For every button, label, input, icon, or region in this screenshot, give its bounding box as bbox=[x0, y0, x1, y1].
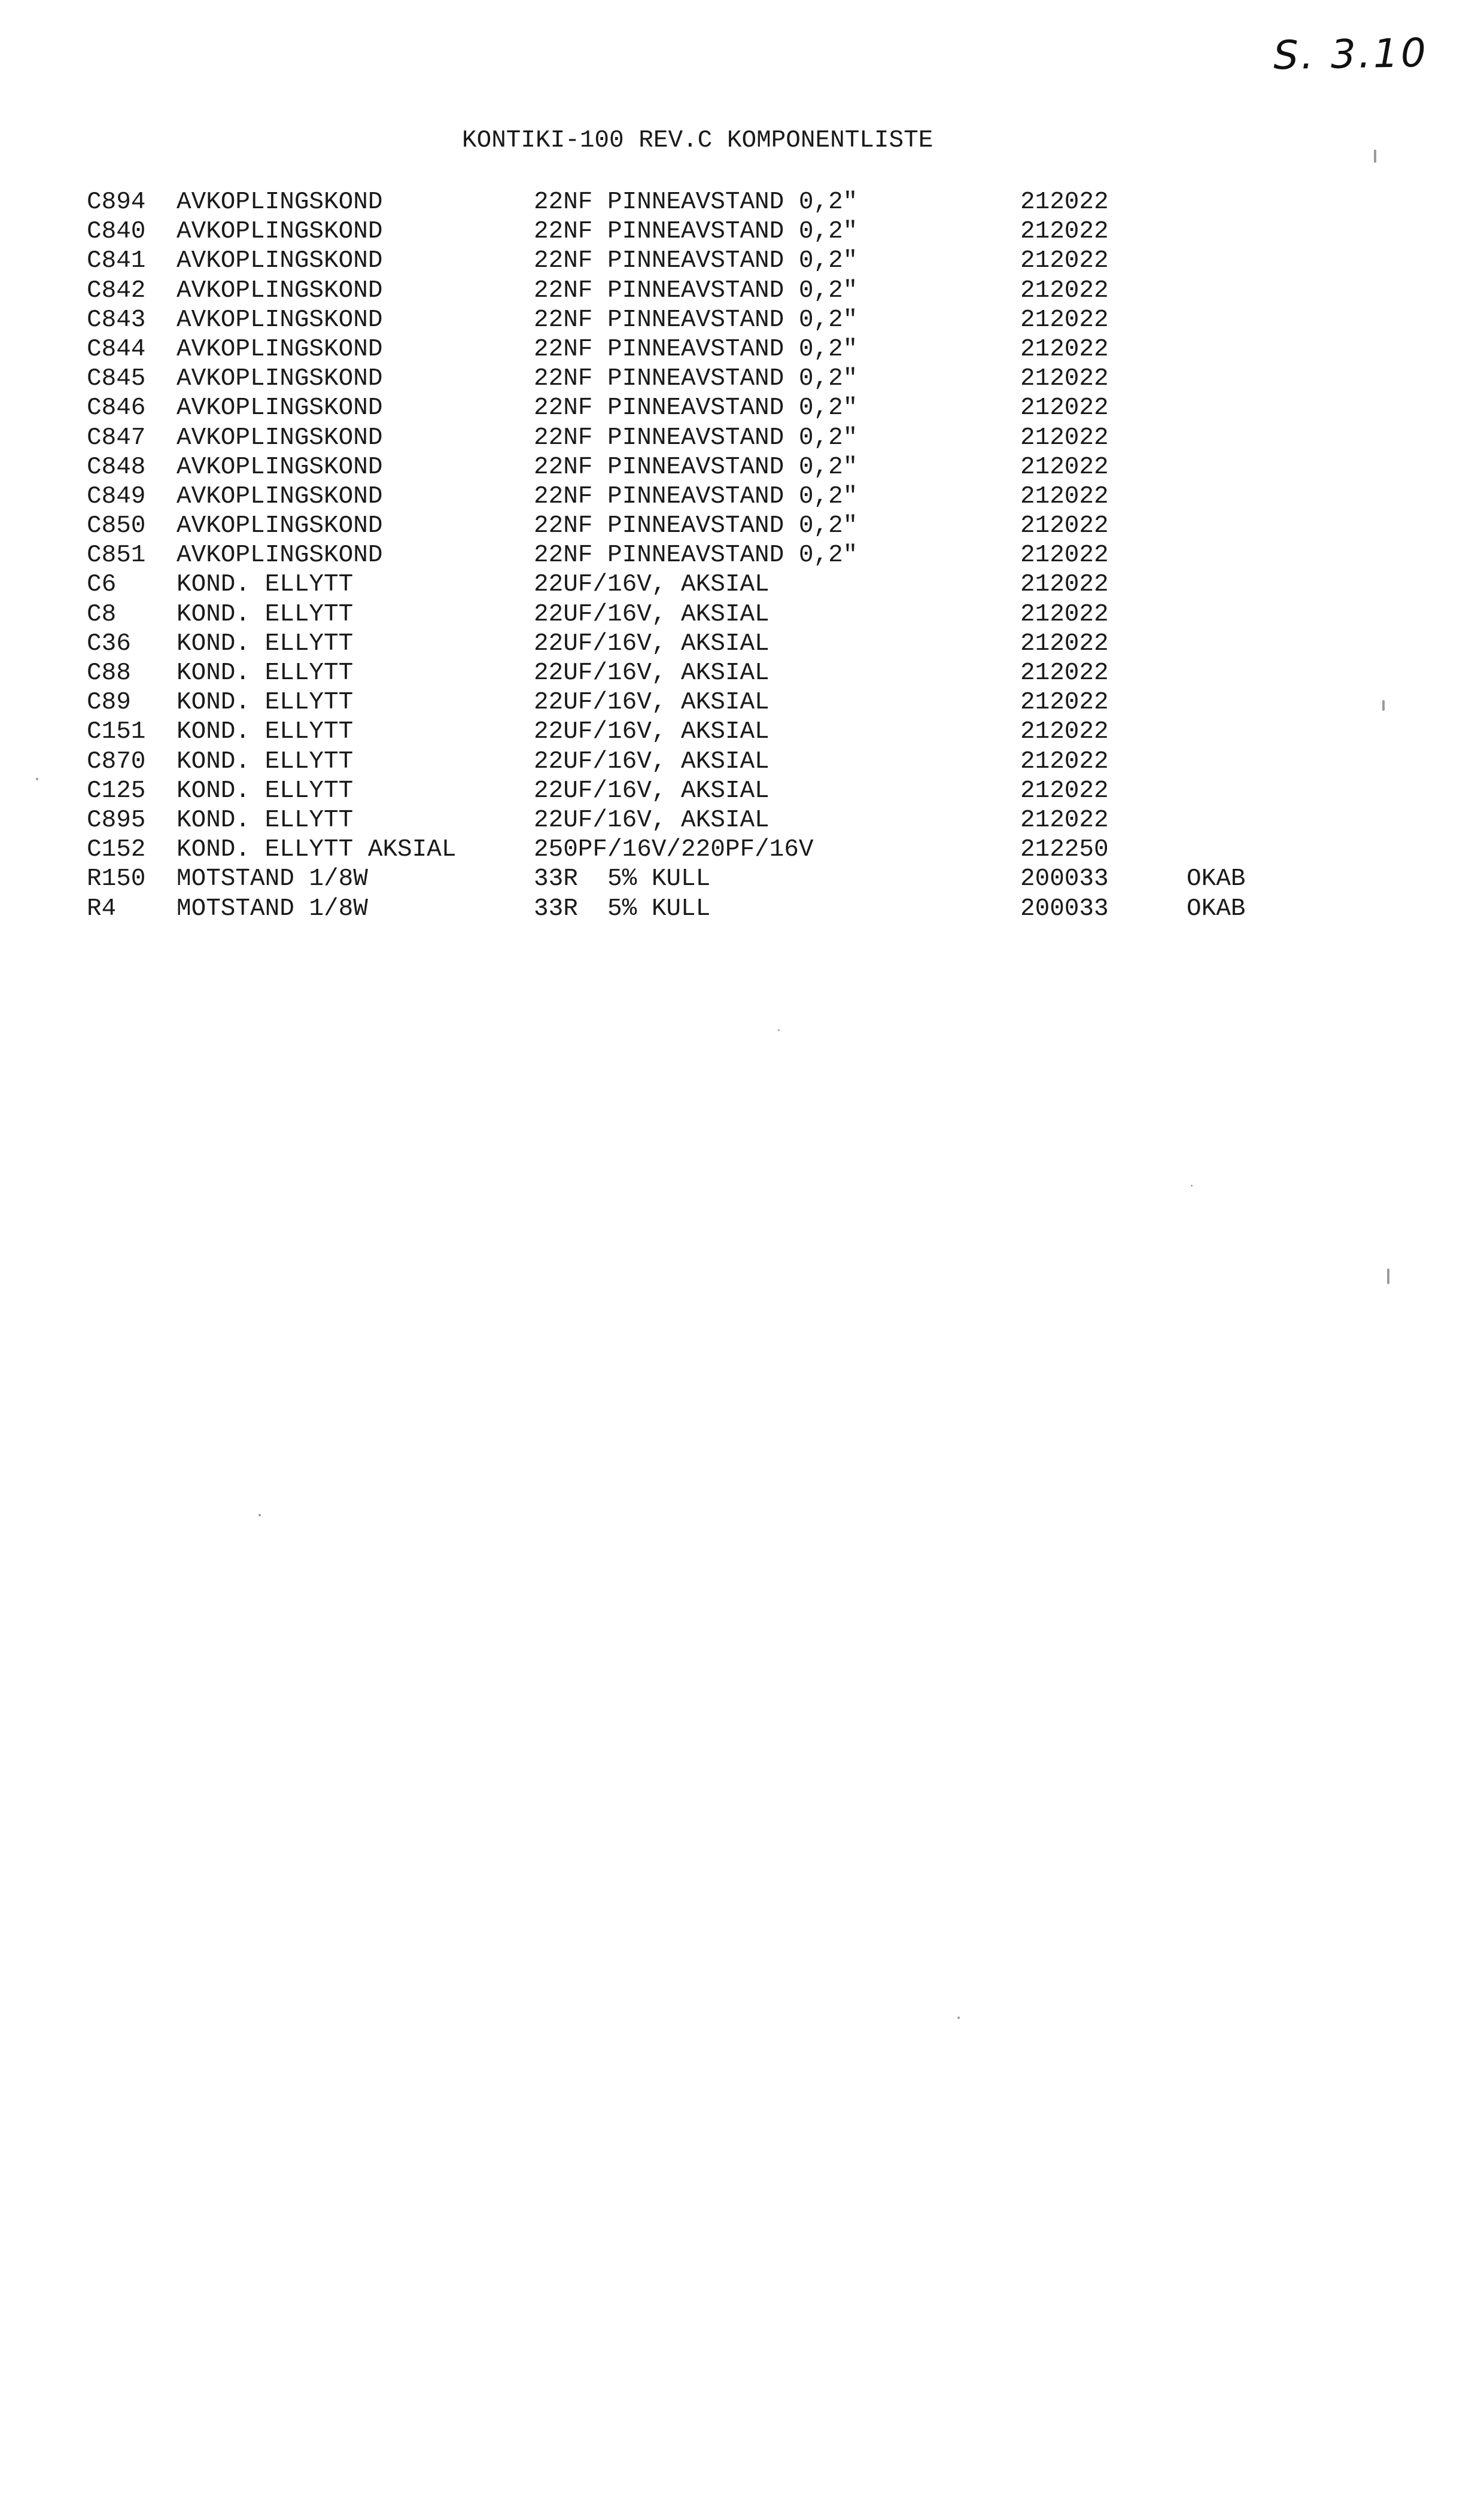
part-row bbox=[87, 453, 1343, 482]
part-code: 212022 bbox=[1020, 806, 1109, 834]
part-code: 212022 bbox=[1020, 512, 1109, 540]
scan-speck bbox=[1387, 1269, 1389, 1284]
part-row bbox=[87, 188, 1343, 217]
part-description: AVKOPLINGSKOND bbox=[177, 512, 383, 540]
part-code: 212022 bbox=[1020, 335, 1109, 363]
part-ref: C844 bbox=[87, 335, 146, 363]
part-spec: 22NF PINNEAVSTAND 0,2" bbox=[534, 276, 858, 305]
part-description: MOTSTAND 1/8W bbox=[177, 895, 368, 923]
part-row bbox=[87, 364, 1343, 394]
part-description: MOTSTAND 1/8W bbox=[177, 865, 368, 893]
scan-speck bbox=[957, 2017, 960, 2019]
part-description: KOND. ELLYTT bbox=[177, 777, 354, 805]
part-code: 212022 bbox=[1020, 542, 1109, 570]
part-row bbox=[87, 424, 1343, 453]
part-description: KOND. ELLYTT bbox=[177, 689, 354, 717]
part-spec: 33R 5% KULL bbox=[534, 865, 711, 893]
part-description: AVKOPLINGSKOND bbox=[177, 188, 383, 216]
part-code: 212022 bbox=[1020, 777, 1109, 805]
document-title: KONTIKI-100 REV.C KOMPONENTLISTE bbox=[462, 127, 933, 154]
part-description: KOND. ELLYTT bbox=[177, 600, 354, 628]
part-code: 212022 bbox=[1020, 482, 1109, 510]
part-ref: C88 bbox=[87, 659, 131, 687]
part-code: 212022 bbox=[1020, 718, 1109, 746]
part-ref: C36 bbox=[87, 629, 131, 658]
part-code: 212022 bbox=[1020, 276, 1109, 305]
part-ref: C846 bbox=[87, 394, 146, 422]
part-row bbox=[87, 659, 1343, 688]
part-row bbox=[87, 482, 1343, 512]
part-row bbox=[87, 717, 1343, 747]
part-spec: 22UF/16V, AKSIAL bbox=[534, 571, 770, 599]
part-supplier: OKAB bbox=[1187, 865, 1246, 893]
part-row bbox=[87, 747, 1343, 777]
part-code: 212022 bbox=[1020, 247, 1109, 275]
part-spec: 22UF/16V, AKSIAL bbox=[534, 659, 770, 687]
part-spec: 22NF PINNEAVSTAND 0,2" bbox=[534, 424, 858, 452]
part-description: AVKOPLINGSKOND bbox=[177, 542, 383, 570]
part-ref: C151 bbox=[87, 718, 146, 746]
part-row bbox=[87, 835, 1343, 865]
part-row bbox=[87, 306, 1343, 335]
scan-speck bbox=[778, 1029, 780, 1031]
part-code: 212022 bbox=[1020, 600, 1109, 628]
part-code: 200033 bbox=[1020, 865, 1109, 893]
scan-speck bbox=[259, 1514, 261, 1516]
part-spec: 22UF/16V, AKSIAL bbox=[534, 689, 770, 717]
part-supplier: OKAB bbox=[1187, 895, 1246, 923]
part-description: AVKOPLINGSKOND bbox=[177, 218, 383, 246]
part-row bbox=[87, 688, 1343, 717]
part-row bbox=[87, 335, 1343, 364]
part-spec: 22NF PINNEAVSTAND 0,2" bbox=[534, 512, 858, 540]
part-row bbox=[87, 512, 1343, 541]
part-code: 200033 bbox=[1020, 895, 1109, 923]
part-ref: C845 bbox=[87, 365, 146, 393]
part-description: AVKOPLINGSKOND bbox=[177, 365, 383, 393]
part-spec: 22UF/16V, AKSIAL bbox=[534, 777, 770, 805]
part-spec: 22UF/16V, AKSIAL bbox=[534, 600, 770, 628]
part-row bbox=[87, 247, 1343, 276]
part-row bbox=[87, 806, 1343, 835]
scan-speck bbox=[1382, 700, 1385, 711]
part-ref: C840 bbox=[87, 218, 146, 246]
part-ref: C8 bbox=[87, 600, 117, 628]
part-ref: R4 bbox=[87, 895, 117, 923]
part-ref: C849 bbox=[87, 482, 146, 510]
part-spec: 22NF PINNEAVSTAND 0,2" bbox=[534, 335, 858, 363]
part-code: 212022 bbox=[1020, 218, 1109, 246]
part-description: KOND. ELLYTT bbox=[177, 718, 354, 746]
part-description: KOND. ELLYTT bbox=[177, 806, 354, 834]
part-row bbox=[87, 394, 1343, 423]
part-description: AVKOPLINGSKOND bbox=[177, 247, 383, 275]
part-description: KOND. ELLYTT bbox=[177, 747, 354, 776]
part-spec: 22UF/16V, AKSIAL bbox=[534, 806, 770, 834]
part-ref: R150 bbox=[87, 865, 146, 893]
part-row bbox=[87, 570, 1343, 600]
part-code: 212022 bbox=[1020, 365, 1109, 393]
part-spec: 33R 5% KULL bbox=[534, 895, 711, 923]
part-ref: C125 bbox=[87, 777, 146, 805]
part-description: AVKOPLINGSKOND bbox=[177, 394, 383, 422]
part-description: KOND. ELLYTT bbox=[177, 629, 354, 658]
part-description: AVKOPLINGSKOND bbox=[177, 424, 383, 452]
part-ref: C848 bbox=[87, 453, 146, 481]
part-spec: 22NF PINNEAVSTAND 0,2" bbox=[534, 453, 858, 481]
part-spec: 22NF PINNEAVSTAND 0,2" bbox=[534, 218, 858, 246]
part-ref: C894 bbox=[87, 188, 146, 216]
part-spec: 22NF PINNEAVSTAND 0,2" bbox=[534, 188, 858, 216]
part-row bbox=[87, 600, 1343, 629]
part-ref: C89 bbox=[87, 689, 131, 717]
handwritten-page-number: S. 3.10 bbox=[1273, 29, 1429, 79]
part-code: 212022 bbox=[1020, 453, 1109, 481]
part-spec: 22NF PINNEAVSTAND 0,2" bbox=[534, 542, 858, 570]
part-spec: 22NF PINNEAVSTAND 0,2" bbox=[534, 394, 858, 422]
part-spec: 22UF/16V, AKSIAL bbox=[534, 747, 770, 776]
part-ref: C851 bbox=[87, 542, 146, 570]
part-spec: 22UF/16V, AKSIAL bbox=[534, 629, 770, 658]
part-code: 212022 bbox=[1020, 424, 1109, 452]
component-list bbox=[87, 188, 1343, 924]
part-ref: C870 bbox=[87, 747, 146, 776]
part-code: 212022 bbox=[1020, 188, 1109, 216]
part-row bbox=[87, 865, 1343, 894]
part-code: 212022 bbox=[1020, 571, 1109, 599]
part-spec: 22NF PINNEAVSTAND 0,2" bbox=[534, 247, 858, 275]
part-description: KOND. ELLYTT bbox=[177, 659, 354, 687]
part-row bbox=[87, 276, 1343, 306]
part-code: 212022 bbox=[1020, 689, 1109, 717]
part-description: AVKOPLINGSKOND bbox=[177, 453, 383, 481]
part-description: AVKOPLINGSKOND bbox=[177, 276, 383, 305]
part-code: 212022 bbox=[1020, 659, 1109, 687]
part-description: KOND. ELLYTT AKSIAL bbox=[177, 836, 457, 864]
part-description: AVKOPLINGSKOND bbox=[177, 306, 383, 334]
part-row bbox=[87, 217, 1343, 247]
scan-speck bbox=[1374, 150, 1376, 163]
part-description: AVKOPLINGSKOND bbox=[177, 482, 383, 510]
part-code: 212022 bbox=[1020, 306, 1109, 334]
part-spec: 22NF PINNEAVSTAND 0,2" bbox=[534, 482, 858, 510]
part-row bbox=[87, 629, 1343, 659]
part-code: 212022 bbox=[1020, 394, 1109, 422]
part-row bbox=[87, 777, 1343, 806]
part-ref: C850 bbox=[87, 512, 146, 540]
part-ref: C895 bbox=[87, 806, 146, 834]
part-description: KOND. ELLYTT bbox=[177, 571, 354, 599]
part-code: 212022 bbox=[1020, 629, 1109, 658]
scan-speck bbox=[1191, 1185, 1193, 1187]
part-row bbox=[87, 541, 1343, 570]
part-ref: C152 bbox=[87, 836, 146, 864]
part-ref: C6 bbox=[87, 571, 117, 599]
part-spec: 22NF PINNEAVSTAND 0,2" bbox=[534, 306, 858, 334]
part-description: AVKOPLINGSKOND bbox=[177, 335, 383, 363]
part-ref: C847 bbox=[87, 424, 146, 452]
part-ref: C843 bbox=[87, 306, 146, 334]
part-code: 212022 bbox=[1020, 747, 1109, 776]
scan-speck bbox=[36, 778, 38, 780]
part-ref: C842 bbox=[87, 276, 146, 305]
part-row bbox=[87, 895, 1343, 924]
part-spec: 22NF PINNEAVSTAND 0,2" bbox=[534, 365, 858, 393]
part-code: 212250 bbox=[1020, 836, 1109, 864]
part-spec: 22UF/16V, AKSIAL bbox=[534, 718, 770, 746]
part-ref: C841 bbox=[87, 247, 146, 275]
part-spec: 250PF/16V/220PF/16V bbox=[534, 836, 814, 864]
